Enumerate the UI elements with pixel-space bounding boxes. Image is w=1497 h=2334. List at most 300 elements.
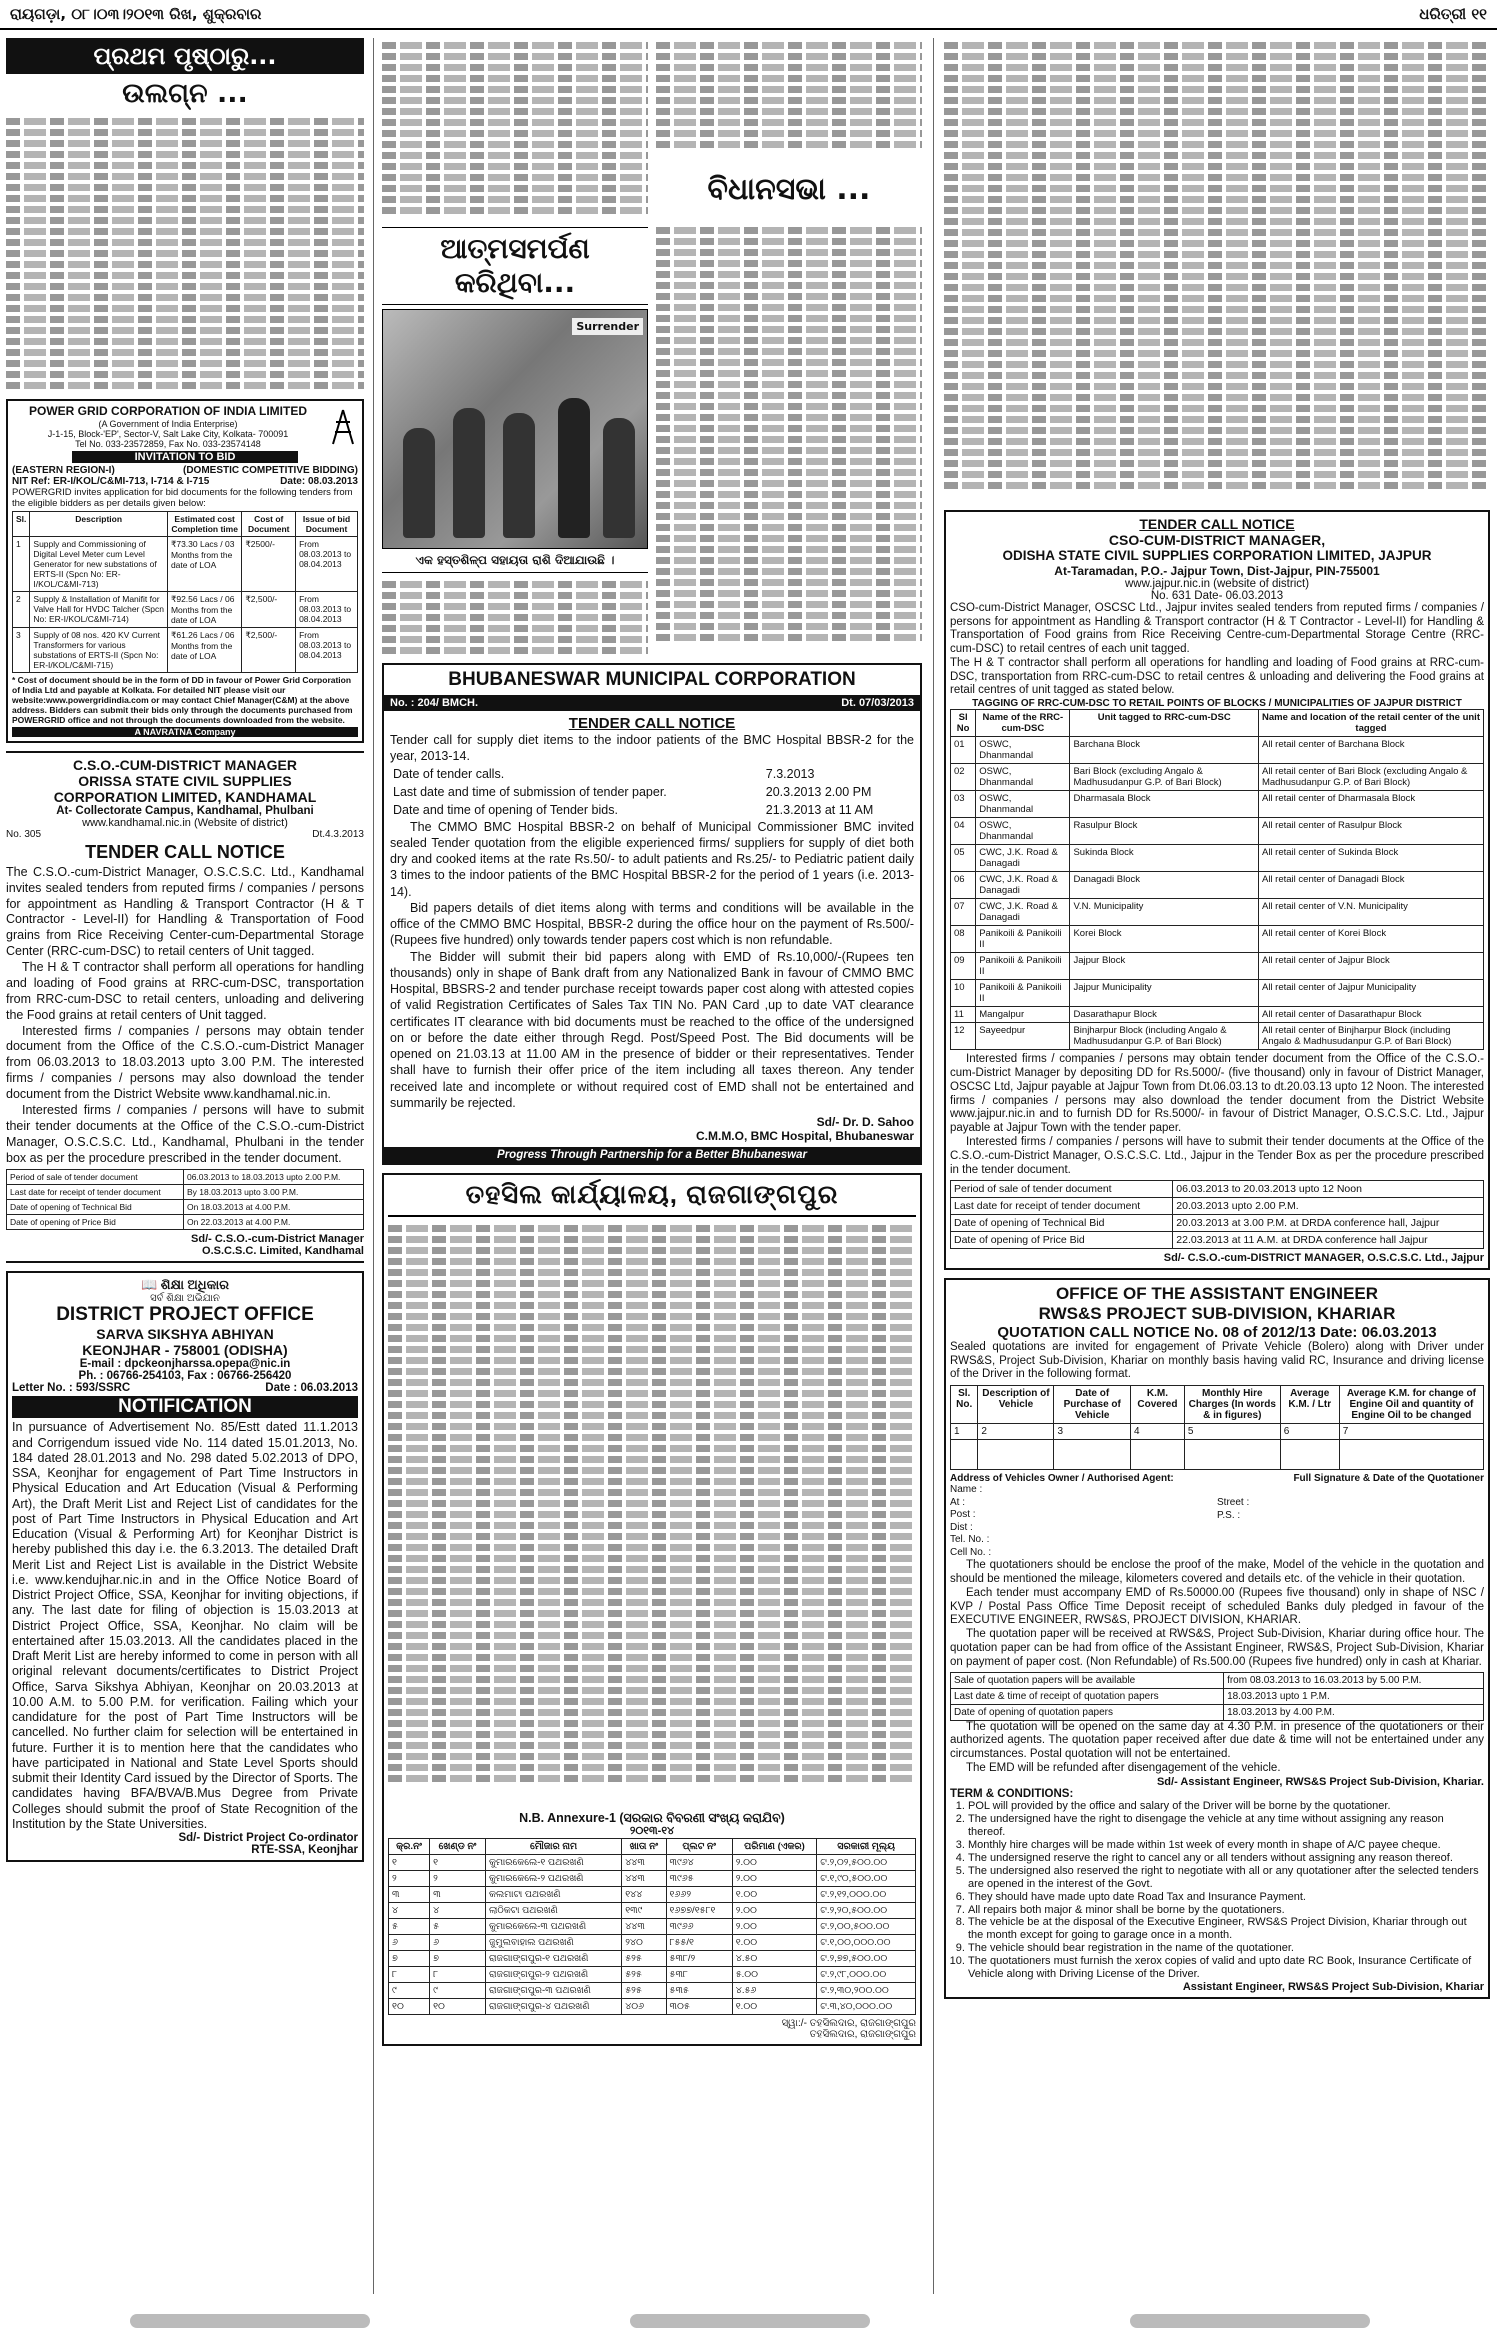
cso-sign1: Sd/- C.S.O.-cum-District Manager xyxy=(191,1233,364,1246)
table-cell: All retail center of Bari Block (excluding Angalo & Madhusudanpur G.P. of Bari Block) xyxy=(1258,764,1483,791)
page-scroll-marker xyxy=(1130,2314,1370,2328)
dpo-body: In pursuance of Advertisement No. 85/Estt dated 11.1.2013 and Corrigendum issued vide No. 114 dated 15.01.2013, No. 184 dated 28.01.2013 and No. 298 dated 5.02.2013 of DPO, SSA, Keonjhar for engagement of Part Time Instructors in Physical Education and Art Education (Visual & Performing Art), the Draft Merit List and Reject List of candidates for the post of Part Time Instructors in Physical Education and Art Education (Visual & Performing Art) for Keonjhar District is hereby published this day i.e. the 6.3.2013. The detailed Draft Merit List and Reject List is available in the District Website i.e. www.kendujhar.nic.in and in the Office Notice Board of District Project Office, SSA, Keonjhar for inviting objections, if any. The last date for filing of objection is 15.03.2013 at District Project Office, SSA, Keonjhar. No claim will be entertained after 15.03.2013. All the candidates placed in the Draft Merit List are hereby informed to come in person with all original relevant documents/certificates to District Project Office, Sarva Sikshya Abhiyan, Keonjhar on 20.03.2013 at 10.00 A.M. to 5.00 P.M. for verification. Failing which your candidature for the post of Part Time Instructors will be cancelled. No further claim for selection will be entertained in future. Further it is to mention here that the candidates who have participated in National and State Level Sports should submit their Identity Card issued by the Director of Sports. The candidates having BFA/BVA/B.Mus Degree from Private Colleges should submit the proof of State Recognition of the Institution by the State Universities. xyxy=(12,1420,358,1831)
table-row xyxy=(951,872,1484,899)
table-cell: 04 xyxy=(951,818,976,845)
table-cell: On 18.03.2013 at 4.00 P.M. xyxy=(183,1200,363,1215)
dpo-keonjhar-ad xyxy=(6,1271,364,1862)
table-cell: OSWC, Dhanmandal xyxy=(976,791,1070,818)
rws-th: K.M. Covered xyxy=(1131,1386,1185,1424)
column-divider xyxy=(373,38,374,2294)
cso-no: No. 305 xyxy=(6,829,42,841)
table-cell: All retail center of Barchana Block xyxy=(1258,737,1483,764)
table-cell: Last date for receipt of tender document xyxy=(7,1185,184,1200)
rws-field-name: Name : xyxy=(950,1484,983,1496)
table-cell: ଲାଠିକଟା ପଥରଖଣି xyxy=(485,1903,621,1919)
table-row xyxy=(7,1170,364,1185)
table-cell: ୪ xyxy=(430,1903,486,1919)
jajpur-no: No. 631 Date- 06.03.2013 xyxy=(1150,589,1284,602)
tahasil-annex: N.B. Annexure-1 (ସରକାର ବିବରଣୀ ସଂଖ୍ୟ କରାଯିବ) xyxy=(519,1811,785,1826)
table-row xyxy=(951,1672,1484,1688)
table-cell: From 08.03.2013 to 08.04.2013 xyxy=(296,591,358,627)
pgcil-th: Cost of Document xyxy=(242,511,296,536)
jajpur-ad xyxy=(944,510,1490,1270)
table-cell: 22.03.2013 at 11 A.M. at DRDA conference hall Jajpur xyxy=(1173,1232,1484,1249)
pgcil-address: J-1-15, Block-'EP', Sector-V, Salt Lake City, Kolkata- 700091 xyxy=(47,428,289,439)
dpo-line3: KEONJHAR - 758001 (ODISHA) xyxy=(82,1342,288,1359)
table-cell: 2 xyxy=(978,1424,1054,1440)
table-cell: 02 xyxy=(951,764,976,791)
rws-line2: RWS&S PROJECT SUB-DIVISION, KHARIAR xyxy=(1038,1304,1396,1323)
tahasil-th: ଖେଣ୍ଡ ନଂ xyxy=(430,1839,486,1855)
rws-line3: QUOTATION CALL NOTICE No. 08 of 2012/13 Date: 06.03.2013 xyxy=(997,1323,1437,1341)
header-page-number: ଧରିତ୍ରୀ ୧୧ xyxy=(1419,5,1487,23)
table-cell: 20.03.2013 at 3.00 P.M. at DRDA conference hall, Jajpur xyxy=(1173,1215,1484,1232)
table-cell: ୬ xyxy=(430,1935,486,1951)
table-cell: ୩ xyxy=(389,1887,430,1903)
photo-caption: ଏକ ହସ୍ତଶିଳ୍ପ ସହାୟତା ରାଶି ଦିଆଯାଉଛି । xyxy=(382,549,648,573)
rws-ad xyxy=(944,1278,1490,1999)
tahasil-year: ୨୦୧୩-୧୪ xyxy=(629,1825,675,1838)
table-cell: By 18.03.2013 upto 3.00 P.M. xyxy=(183,1185,363,1200)
table-cell: ୨୪୦ xyxy=(622,1935,666,1951)
table-cell: 2 xyxy=(13,591,30,627)
rws-th: Description of Vehicle xyxy=(978,1386,1054,1424)
pgcil-tel: Tel No. 033-23572859, Fax No. 033-23574148 xyxy=(75,438,261,449)
table-cell: ୧.୦୦ xyxy=(732,1887,817,1903)
jajpur-th: Name and location of the retail center of the unit tagged xyxy=(1258,710,1483,737)
table-cell: 05 xyxy=(951,845,976,872)
table-cell: 5 xyxy=(1184,1424,1280,1440)
list-item: 6. They should have made upto date Road Tax and Insurance Payment. xyxy=(968,1891,1484,1904)
pgcil-ad xyxy=(6,399,364,743)
table-cell: ୪୦୬ xyxy=(622,1999,666,2015)
table-cell: କୁମାରକେଲେ-୩ ପଥରଖଣି xyxy=(485,1919,621,1935)
pgcil-table xyxy=(12,511,358,673)
table-cell: 7.3.2013 xyxy=(765,766,815,781)
table-cell: Panikoili & Panikoili II xyxy=(976,953,1070,980)
column-right xyxy=(944,38,1490,2294)
table-cell: କଲମାଟା ପଥରଖଣି xyxy=(485,1887,621,1903)
table-cell: ୨.୦୦ xyxy=(732,1871,817,1887)
rws-address-label: Address of Vehicles Owner / Authorised Agent: xyxy=(950,1473,1174,1485)
cso-title: TENDER CALL NOTICE xyxy=(85,842,285,863)
dpo-phone: Ph. : 06766-254103, Fax : 06766-256420 xyxy=(78,1370,292,1383)
cso-para1: The C.S.O.-cum-District Manager, O.S.C.S.C. Ltd., Kandhamal invites sealed tenders from reputed firms / companies / persons for appointment as Handling & Transport Contractor (H & T Contractor - Level-II) for Handling & Transportation of Food grains from Rice Receiving Center-cum-Departmental Storage Center (RRC-cum-DSC) to retail centers of Unit tagged. xyxy=(6,864,364,959)
table-cell: 1 xyxy=(951,1424,978,1440)
table-cell: OSWC, Dhanmandal xyxy=(976,764,1070,791)
table-cell: Panikoili & Panikoili II xyxy=(976,980,1070,1007)
prathama-banner: ପ୍ରଥମ ପୃଷ୍ଠାରୁ... xyxy=(6,38,364,74)
table-row xyxy=(7,1215,364,1230)
vidhan-headline: ବିଧାନସଭା ... xyxy=(707,172,871,207)
list-item: 8. The vehicle be at the disposal of the Executive Engineer, RWS&S Project Division, Khariar through out the month except for going to garage once in a month. xyxy=(968,1916,1484,1942)
table-cell: From 08.03.2013 to 08.04.2013 xyxy=(296,627,358,672)
odia-article-text xyxy=(6,114,364,399)
table-cell: ୮ xyxy=(389,1967,430,1983)
table-cell: Sale of quotation papers will be available xyxy=(951,1672,1224,1688)
pgcil-intro: POWERGRID invites application for bid documents for the following tenders from the eligible bidders as per details given below: xyxy=(12,486,353,509)
book-logo-icon: 📖 xyxy=(140,1277,158,1293)
pgcil-sub: (A Government of India Enterprise) xyxy=(98,418,238,429)
pgcil-nit: NIT Ref: ER-I/KOL/C&MI-713, I-714 & I-715 xyxy=(12,475,210,487)
rws-format-table xyxy=(950,1385,1484,1470)
tahasil-table xyxy=(388,1838,916,2015)
bmc-schedule xyxy=(390,765,914,819)
table-row xyxy=(389,1903,916,1919)
bmc-date: Dt. 07/03/2013 xyxy=(841,696,914,709)
table-cell: CWC, J.K. Road & Danagadi xyxy=(976,845,1070,872)
pgcil-tower-logo-icon xyxy=(328,408,358,446)
table-cell: 20.03.2013 upto 2.00 P.M. xyxy=(1173,1198,1484,1215)
rws-line1: OFFICE OF THE ASSISTANT ENGINEER xyxy=(1055,1284,1379,1304)
table-cell: ୪ xyxy=(389,1903,430,1919)
table-cell: 01 xyxy=(951,737,976,764)
table-cell: Sukinda Block xyxy=(1070,845,1259,872)
list-item: 10. The quotationers must furnish the xerox copies of valid and upto date RC Book, Insurance Certificate of Vehicle along with Driving License of the Driver. xyxy=(968,1955,1484,1981)
cso-line3: CORPORATION LIMITED, KANDHAMAL xyxy=(53,788,317,805)
jajpur-line1: CSO-CUM-DISTRICT MANAGER, xyxy=(1108,532,1326,549)
pgcil-note: * Cost of document should be in the form of DD in favour of Power Grid Corporation of India Ltd and payable at Kolkata. For detailed NIT please visit our website:www.powergridindia.com or may contact Chief Manager(C&M) at the above address. Bidders can submit their bids only through the documents purchased from POWERGRID office and not through the documents downloaded from the website. xyxy=(12,674,353,725)
tahasil-th: ସରକାରୀ ମୂଲ୍ୟ xyxy=(817,1839,916,1855)
table-cell: Binjharpur Block (including Angalo & Madhusudanpur G.P. of Bari Block) xyxy=(1070,1023,1259,1050)
table-cell: Dasarathapur Block xyxy=(1070,1007,1259,1023)
table-cell: ୧୦ xyxy=(389,1999,430,2015)
cso-kandhamal-ad xyxy=(6,751,364,1264)
table-cell: ୪.୫୦ xyxy=(732,1951,817,1967)
page-scroll-marker xyxy=(130,2314,370,2328)
table-cell: OSWC, Dhanmandal xyxy=(976,737,1070,764)
table-row xyxy=(951,1181,1484,1198)
table-cell: ₹92.56 Lacs / 06 Months from the date of LOA xyxy=(167,591,241,627)
table-row xyxy=(951,953,1484,980)
table-row xyxy=(389,1983,916,1999)
table-cell: Date and time of opening of Tender bids. xyxy=(393,802,618,817)
table-cell: All retail center of Binjharpur Block (including Angalo & Madhusudanpur G.P. of Bari Block) xyxy=(1258,1023,1483,1050)
table-cell: ୫ xyxy=(430,1919,486,1935)
list-item: 9. The vehicle should bear registration in the name of the quotationer. xyxy=(968,1942,1484,1955)
table-cell: 10 xyxy=(951,980,976,1007)
page-header xyxy=(0,0,1497,30)
table-cell: ୪୪୩ xyxy=(622,1919,666,1935)
table-cell: କୁମାରକେଲେ-୧ ପଥରଖଣି xyxy=(485,1855,621,1871)
table-cell: Date of opening of Price Bid xyxy=(7,1215,184,1230)
rws-field-at: At : xyxy=(950,1496,966,1508)
pgcil-name: POWER GRID CORPORATION OF INDIA LIMITED xyxy=(29,404,307,418)
table-cell: 4 xyxy=(1131,1424,1185,1440)
pgcil-domestic: (DOMESTIC COMPETITIVE BIDDING) xyxy=(183,464,358,476)
list-item: 3. Monthly hire charges will be made within 1st week of every month in shape of A/C payee cheque. xyxy=(968,1839,1484,1852)
table-row xyxy=(951,737,1484,764)
bmc-title: TENDER CALL NOTICE xyxy=(568,714,736,732)
table-cell: ୧୪୪ xyxy=(622,1887,666,1903)
table-cell: ୪୪୩ xyxy=(622,1871,666,1887)
photo-sign: Surrender xyxy=(572,318,643,335)
table-row xyxy=(951,1704,1484,1720)
dpo-line2: SARVA SIKSHYA ABHIYAN xyxy=(96,1326,274,1343)
table-cell: All retail center of Korei Block xyxy=(1258,926,1483,953)
cso-para3: Interested firms / companies / persons may obtain tender document from the Office of the C.S.O.-cum-District Manager from 06.03.2013 to 18.03.2013 upto 3.00 P.M. The interested firms / companies / persons may also download the tender document from the District Website www.kandhamal.nic.in. xyxy=(6,1023,364,1102)
table-row xyxy=(389,1951,916,1967)
atma-headline: ଆତ୍ମସମର୍ପଣ କରିଥିବା... xyxy=(382,227,648,305)
jajpur-th: Unit tagged to RRC-cum-DSC xyxy=(1070,710,1259,737)
table-cell: OSWC, Dhanmandal xyxy=(976,818,1070,845)
table-cell: Date of tender calls. xyxy=(393,766,505,781)
list-item: 1. POL will provided by the office and salary of the Driver will be borne by the quotationer. xyxy=(968,1800,1484,1813)
table-row xyxy=(951,1023,1484,1050)
table-row xyxy=(389,1887,916,1903)
table-cell: 11 xyxy=(951,1007,976,1023)
ulangha-headline: ଉଲଗ୍ନ ... xyxy=(122,78,248,109)
tahasil-sign2: ତହସିଲଦାର, ରାଜଗାଙ୍ଗପୁର xyxy=(809,2029,916,2041)
table-cell: Bari Block (excluding Angalo & Madhusudanpur G.P. of Bari Block) xyxy=(1070,764,1259,791)
table-cell: ଜୁମୁଲବାହାଲ ପଥରଖଣି xyxy=(485,1935,621,1951)
rws-para2: The quotationers should be enclose the proof of the make, Model of the vehicle in the quotation and should be mentioned the mileage, kilometers covered and details etc. of the vehicle in their quotation. xyxy=(950,1559,1484,1585)
table-cell: 3 xyxy=(1054,1424,1131,1440)
bmc-ad xyxy=(382,663,922,1165)
table-cell: All retail center of Dharmasala Block xyxy=(1258,791,1483,818)
column-middle xyxy=(382,38,922,2294)
table-row xyxy=(7,1185,364,1200)
pgcil-th: Estimated cost Completion time xyxy=(167,511,241,536)
bmc-sign2: C.M.M.O, BMC Hospital, Bhubaneswar xyxy=(695,1129,914,1144)
table-row xyxy=(951,1007,1484,1023)
table-cell: Date of opening of quotation papers xyxy=(951,1704,1224,1720)
table-cell: Danagadi Block xyxy=(1070,872,1259,899)
table-cell: 18.03.2013 upto 1 P.M. xyxy=(1224,1688,1484,1704)
table-cell: ୮ xyxy=(430,1967,486,1983)
odia-article-text xyxy=(382,38,648,223)
table-cell: 07 xyxy=(951,899,976,926)
table-cell: ଟ.୨,୯୮,୦୦୦.୦୦ xyxy=(817,1967,916,1983)
table-cell: All retail center of Dasarathapur Block xyxy=(1258,1007,1483,1023)
table-cell: All retail center of V.N. Municipality xyxy=(1258,899,1483,926)
bmc-name: BHUBANESWAR MUNICIPAL CORPORATION xyxy=(448,669,856,690)
table-cell: from 08.03.2013 to 16.03.2013 by 5.00 P.M. xyxy=(1224,1672,1484,1688)
table-cell: ୫.୦୦ xyxy=(732,1967,817,1983)
rws-para1: Sealed quotations are invited for engagement of Private Vehicle (Bolero) along with Driver under RWS&S, Project Sub-Division, Khariar on monthly basis having valid RC, Insurance and driving license of the Driver in the following format. xyxy=(950,1340,1484,1381)
jajpur-para1: CSO-cum-District Manager, OSCSC Ltd., Jajpur invites sealed tenders from reputed firms / companies / persons for appointment as Handling & Transport contractor (H & T Contractor - Level-II) for Handling & Transportation of Food grains from Rice Receiving Centre-cum-Departmental Storage Centre (RRC-cum-DSC) to retail centres of each unit tagged. xyxy=(950,601,1484,656)
table-cell: Rasulpur Block xyxy=(1070,818,1259,845)
rws-sign2: Assistant Engineer, RWS&S Project Sub-Division, Khariar xyxy=(1182,1981,1484,1994)
table-cell: ରାଜଗାଙ୍ଗପୁର-୪ ପଥରଖଣି xyxy=(485,1999,621,2015)
pgcil-th: Sl. xyxy=(13,511,30,536)
table-cell: All retail center of Danagadi Block xyxy=(1258,872,1483,899)
table-cell: ୪.୫୬ xyxy=(732,1983,817,1999)
table-cell: CWC, J.K. Road & Danagadi xyxy=(976,899,1070,926)
rws-signature-label: Full Signature & Date of the Quotationer xyxy=(1293,1473,1484,1485)
table-cell: ୪୪୩ xyxy=(622,1855,666,1871)
jajpur-schedule xyxy=(950,1180,1484,1249)
dpo-email: E-mail : dpckeonjharssa.opepa@nic.in xyxy=(79,1358,291,1371)
table-cell: Date of opening of Price Bid xyxy=(951,1232,1173,1249)
table-cell: All retail center of Jajpur Municipality xyxy=(1258,980,1483,1007)
rws-field-tel: Tel. No. : xyxy=(950,1534,990,1546)
table-cell: ୧ xyxy=(430,1855,486,1871)
list-item: 5. The undersigned also reserved the right to negotiate with all or any quotationer after the selected tenders are opened in the interest of the Govt. xyxy=(968,1865,1484,1891)
table-cell: ଟ.୨,୧୨,୦୦୦.୦୦ xyxy=(817,1887,916,1903)
rws-terms-list xyxy=(950,1800,1484,1982)
jajpur-para2: The H & T contractor shall perform all operations for handling and loading of Food grains at RRC-cum-DSC, transportation from RRC-cum-DSC to retail centres & unloading and delivering the Food grains at retail centres of unit tagged as stated below. xyxy=(950,656,1484,697)
table-cell: Period of sale of tender document xyxy=(951,1181,1173,1198)
list-item: 2. The undersigned have the right to disengage the vehicle at any time without assigning any reason thereof. xyxy=(968,1813,1484,1839)
column-divider xyxy=(933,38,934,2294)
table-cell: Jajpur Block xyxy=(1070,953,1259,980)
table-cell: ଟ.୧,୦୦,୦୦୦.୦୦ xyxy=(817,1935,916,1951)
rws-th: Average K.M. for change of Engine Oil and quantity of Engine Oil to be changed xyxy=(1339,1386,1483,1424)
table-row xyxy=(389,1967,916,1983)
table-cell: ୨ xyxy=(430,1871,486,1887)
table-row xyxy=(951,1424,1484,1440)
news-photo xyxy=(382,309,648,549)
rws-sign: Sd/- Assistant Engineer, RWS&S Project Sub-Division, Khariar. xyxy=(1156,1775,1484,1788)
table-cell: ୬ xyxy=(389,1935,430,1951)
jajpur-title: TENDER CALL NOTICE xyxy=(1139,516,1295,532)
table-row xyxy=(951,818,1484,845)
table-cell: ୧୬୬୨ xyxy=(666,1887,732,1903)
odia-notice-text xyxy=(388,1221,916,1811)
cso-para2: The H & T contractor shall perform all operations for handling and loading of Food grains at RRC-cum-DSC, transportation from RRC-cum-DSC to retail centers, unloading and delivering the Food grains at retail centers of Unit tagged. xyxy=(6,960,364,1022)
dpo-shiksha xyxy=(12,1277,358,1293)
jajpur-para4: Interested firms / companies / persons will have to submit their tender documents at the Office of the C.S.O.-cum-District Manager, O.S.C.S.C. Ltd., Jajpur in the Tender Box as per the procedure prescribed in the tender document. xyxy=(950,1136,1484,1176)
table-cell: Sayeedpur xyxy=(976,1023,1070,1050)
table-cell: 09 xyxy=(951,953,976,980)
cso-date: Dt.4.3.2013 xyxy=(312,829,364,841)
table-cell: 03 xyxy=(951,791,976,818)
table-cell: 18.03.2013 by 4.00 P.M. xyxy=(1224,1704,1484,1720)
table-cell: ୩୦୫ xyxy=(666,1999,732,2015)
table-cell: On 22.03.2013 at 4.00 P.M. xyxy=(183,1215,363,1230)
tahasil-th: କ୍ର.ନଂ xyxy=(389,1839,430,1855)
tahasil-th: ଖାତା ନଂ xyxy=(622,1839,666,1855)
table-cell: ୧୬୭୭/୧୫୮୧ xyxy=(666,1903,732,1919)
table-cell: 08 xyxy=(951,926,976,953)
table-cell: ରାଜଗାଙ୍ଗପୁର-୩ ପଥରଖଣି xyxy=(485,1983,621,1999)
table-cell: ₹2,500/- xyxy=(242,591,296,627)
table-cell: ୯ xyxy=(430,1983,486,1999)
bmc-para2: The CMMO BMC Hospital BBSR-2 on behalf of Municipal Commissioner BMC invited sealed Tender quotation from the eligible experienced firms/ suppliers for supply of diet both dry and cooked items at the rate Rs.50/- to adult patients and Rs.25/- to Pediatric patient daily 3 times to the indoor patients of the BMC Hospital BBSR-2 for the period of 1 years (i.e. 2013-14). xyxy=(390,819,914,899)
cso-schedule xyxy=(6,1169,364,1230)
table-cell: ୫୨୫ xyxy=(622,1983,666,1999)
rws-th: Sl. No. xyxy=(951,1386,978,1424)
table-cell: Mangalpur xyxy=(976,1007,1070,1023)
tahasil-th: ପରିମାଣ (ଏକର) xyxy=(732,1839,817,1855)
table-cell: ୫୨୫ xyxy=(622,1967,666,1983)
pgcil-navratna: A NAVRATNA Company xyxy=(12,727,358,737)
table-cell: ₹73.30 Lacs / 03 Months from the date of LOA xyxy=(167,536,241,591)
table-cell: 20.3.2013 2.00 PM xyxy=(765,784,872,799)
table-row xyxy=(951,1198,1484,1215)
table-cell: ୩ xyxy=(430,1887,486,1903)
table-cell: Jajpur Municipality xyxy=(1070,980,1259,1007)
jajpur-th: Sl No xyxy=(951,710,976,737)
table-cell: 06 xyxy=(951,872,976,899)
table-row xyxy=(951,1440,1484,1470)
dpo-sign1: Sd/- District Project Co-ordinator xyxy=(178,1832,358,1845)
pgcil-th: Issue of bid Document xyxy=(296,511,358,536)
jajpur-line2: ODISHA STATE CIVIL SUPPLIES CORPORATION LIMITED, JAJPUR xyxy=(1002,548,1432,564)
table-row xyxy=(7,1200,364,1215)
table-cell: ଟ.୨,୨୦,୫୦୦.୦୦ xyxy=(817,1903,916,1919)
odia-article-text xyxy=(656,223,922,663)
table-row xyxy=(951,1688,1484,1704)
rws-para4: The quotation paper will be received at RWS&S, Project Sub-Division, Khariar during office hour. The quotation paper can be had from office of the Assistant Engineer, RWS&S, Project Sub-Division, Khariar on payment of paper cost. (Non Refundable) of Rs.500.00 (Rupees five hundred) only in cash at Khariar. xyxy=(950,1628,1484,1668)
table-row xyxy=(390,765,914,783)
table-row xyxy=(951,764,1484,791)
table-row xyxy=(951,1215,1484,1232)
table-row xyxy=(951,791,1484,818)
table-cell: ୭ xyxy=(389,1951,430,1967)
list-item: 7. All repairs both major & minor shall be borne by the quotationers. xyxy=(968,1904,1484,1917)
table-cell: Panikoili & Panikoili II xyxy=(976,926,1070,953)
table-cell: 06.03.2013 to 18.03.2013 upto 2.00 P.M. xyxy=(183,1170,363,1185)
tahasil-th: ମୌଜାର ନାମ xyxy=(485,1839,621,1855)
dpo-date: Date : 06.03.2013 xyxy=(265,1382,358,1395)
cso-address: At- Collectorate Campus, Kandhamal, Phulbani xyxy=(56,805,314,818)
table-cell: Date of opening of Technical Bid xyxy=(951,1215,1173,1232)
rws-th: Date of Purchase of Vehicle xyxy=(1054,1386,1131,1424)
table-cell: ୧ xyxy=(389,1855,430,1871)
table-cell: Barchana Block xyxy=(1070,737,1259,764)
rws-terms-title: TERM & CONDITIONS: xyxy=(950,1787,1074,1800)
table-row xyxy=(389,1855,916,1871)
table-cell: ୫ xyxy=(389,1919,430,1935)
pgcil-th: Description xyxy=(30,511,168,536)
table-cell: ରାଜଗାଙ୍ଗପୁର-୨ ପଥରଖଣି xyxy=(485,1967,621,1983)
bmc-para4: The Bidder will submit their bid papers along with EMD of Rs.10,000/-(Rupees ten thousands) only in shape of Bank draft from any Nationalized Bank in favour of CMMO BMC Hospital, BBSRS-2 and tender purchase receipt towards paper cost along with attested copies of valid Registration Certificates of Sales Tax TIN No. PAN Card ,up to date VAT clearance certificates IT clearance with bid documents must be reached to the office of the undersigned on or before the date either through Regd. Post/Speed Post. The Bid documents will be opened on 21.03.13 at 11.00 AM in the presence of bidder or their representatives. Tender shall have to furnish their offer price of the item including all taxes thereon. Any tender received late and incomplete or without required cost of EMD shall not be entertained and summarily be rejected. xyxy=(390,949,914,1110)
odia-article-text xyxy=(944,38,1490,510)
list-item: 4. The undersigned reserve the right to cancel any or all tenders without assigning any reason thereof. xyxy=(968,1852,1484,1865)
table-cell: From 08.03.2013 to 08.04.2013 xyxy=(296,536,358,591)
bmc-para3: Bid papers details of diet items along with terms and conditions will be available in the office of the CMMO BMC Hospital, BBSR-2 during the office hour on the payment of Rs.500/- (Rupees five hundred) only towards tender papers cost which is non refundable. xyxy=(390,900,914,948)
table-row xyxy=(390,801,914,819)
table-row xyxy=(13,627,358,672)
table-cell: Dharmasala Block xyxy=(1070,791,1259,818)
jajpur-table xyxy=(950,709,1484,1050)
bmc-para1: Tender call for supply diet items to the indoor patients of the BMC Hospital BBSR-2 for the year, 2013-14. xyxy=(390,733,914,764)
table-cell: All retail center of Sukinda Block xyxy=(1258,845,1483,872)
table-cell: ୫୩୫ xyxy=(666,1983,732,1999)
table-cell: ଟ.୨,୩୦,୨୦୦.୦୦ xyxy=(817,1983,916,1999)
rws-th: Average K.M. / Ltr xyxy=(1280,1386,1339,1424)
table-row xyxy=(389,1935,916,1951)
table-cell: Last date & time of receipt of quotation papers xyxy=(951,1688,1224,1704)
table-cell: ୮୫୫/୧ xyxy=(666,1935,732,1951)
table-cell: ୯ xyxy=(389,1983,430,1999)
cso-para4: Interested firms / companies / persons will have to submit their tender documents at the Office of the C.S.O.-cum-District Manager, O.S.C.S.C. Ltd., Kandhamal, Phulbani in the tender box as per the procedure prescribed in the tender document. xyxy=(6,1102,364,1165)
tahasil-sign1: ସ୍ୱା:/- ତହସିଲଦାର, ରାଜଗାଙ୍ଗପୁର xyxy=(781,2018,916,2030)
table-row xyxy=(389,1999,916,2015)
table-cell: ୨.୦୦ xyxy=(732,1903,817,1919)
table-cell: 21.3.2013 at 11 AM xyxy=(765,802,874,817)
jajpur-para3: Interested firms / companies / persons may obtain tender document from the Office of the C.S.O.-cum-District Manager by depositing DD for Rs.5000/- (five thousand) only in favour of District Manager, OSCSC Ltd, Jajpur payable at Jajpur Town from Dt.06.03.13 to dt.20.03.13 upto 12 Noon. The interested firms / companies / persons may also download the tender document from the District Website www.jajpur.nic.in and to furnish DD for Rs.5000/- in favour of District Manager, O.S.C.S.C. Ltd., Jajpur payable at Jajpur Town with the tender paper. xyxy=(950,1053,1484,1135)
table-cell: ୭ xyxy=(430,1951,486,1967)
bmc-sign1: Sd/- Dr. D. Sahoo xyxy=(816,1115,914,1130)
table-cell: 1 xyxy=(13,536,30,591)
header-dateline: ରାୟଗଡ଼ା, ୦୮।୦୩।୨୦୧୩ ରିଖ, ଶୁକ୍ରବାର xyxy=(10,5,262,23)
table-cell: ୩୯୬୬ xyxy=(666,1919,732,1935)
table-row xyxy=(390,783,914,801)
table-cell: Date of opening of Technical Bid xyxy=(7,1200,184,1215)
bmc-footer: Progress Through Partnership for a Better Bhubaneswar xyxy=(384,1147,920,1163)
table-cell: Supply of 08 nos. 420 KV Current Transformers for various substations of ERTS-II (Spcn No: ER-I/KOL/C&MI-715) xyxy=(30,627,168,672)
table-row xyxy=(13,591,358,627)
table-cell: Supply and Commissioning of Digital Level Meter cum Level Generator for new substations of ERTS-II (Spcn No: ER-I/KOL/C&MI-713) xyxy=(30,536,168,591)
table-cell: ୫୩୮/୨ xyxy=(666,1951,732,1967)
table-cell: ୧୩୯ xyxy=(622,1903,666,1919)
table-cell: ୩୯୬୫ xyxy=(666,1871,732,1887)
pgcil-date: Date: 08.03.2013 xyxy=(280,475,358,487)
table-cell: ରାଜଗାଙ୍ଗପୁର-୧ ପଥରଖଣି xyxy=(485,1951,621,1967)
